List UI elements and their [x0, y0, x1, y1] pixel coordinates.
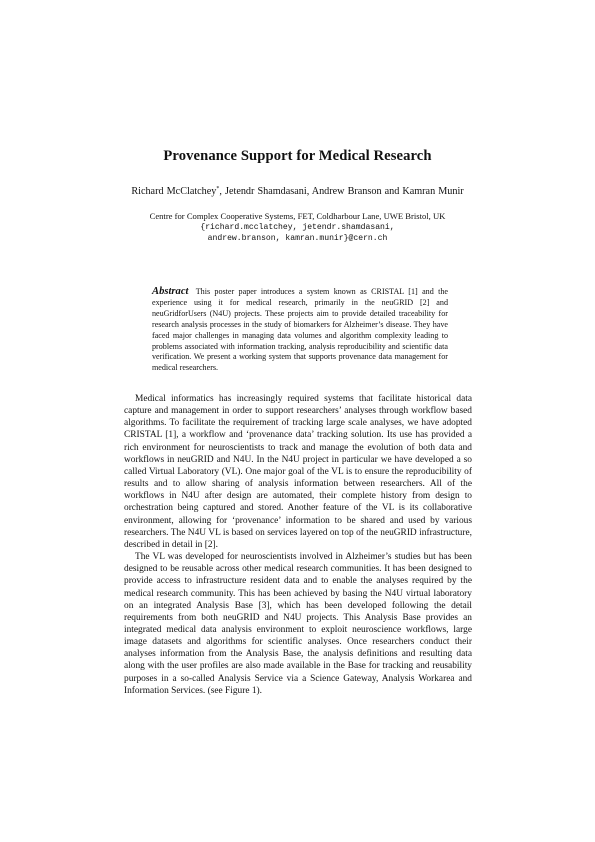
- author-list: [0, 186, 595, 197]
- email-line-2: andrew.branson, kamran.munir}@cern.ch: [207, 234, 388, 243]
- corresponding-author-mark: *: [216, 186, 220, 192]
- email-line-1: {richard.mcclatchey, jetendr.shamdasani,: [200, 223, 395, 232]
- author-rest: , Jetendr Shamdasani, Andrew Branson and Kamran Munir: [219, 186, 464, 197]
- abstract: [152, 287, 448, 374]
- affiliation: Centre for Complex Cooperative Systems, FET, Coldharbour Lane, UWE Bristol, UK: [149, 211, 446, 221]
- body-text: [124, 393, 472, 697]
- body-paragraph-1: Medical informatics has increasingly required systems that facilitate historical data capture and management in order to support researchers’ analyses through workflow based algorithms. To facilitate the requirement of tracking large scale analyses, we have adopted CRISTAL [1], a workflow and ‘provenance data’ tracking solution. Its use has provided a rich environment for neuroscientists to track and manage the evolution of both data and workflows in neuGRID and N4U. In the N4U project in particular we have developed a so called Virtual Laboratory (VL). One major goal of the VL is to ensure the reproducibility of results and to allow sharing of analysis information between researchers. All of the workflows in N4U after design are automated, their complete history from design to orchestration being captured and stored. Another feature of the VL is its collaborative environment, allowing for ‘provenance’ information to be shared and used by various researchers. The N4U VL is based on services layered on top of the neuGRID infrastructure, described in detail in [2].: [124, 394, 472, 550]
- body-paragraph-2: The VL was developed for neuroscientists involved in Alzheimer’s studies but has been designed to be reusable across other medical research communities. It has been designed to provide access to infrastructure resident data and to enable the analyses required by the medical research community. This has been achieved by basing the N4U virtual laboratory on an integrated Analysis Base [3], which has been developed following the detail requirements from both neuGRID and N4U projects. This Analysis Base provides an integrated medical data analysis environment to exploit neuroscience workflows, large image datasets and algorithms for scientific analyses. Once researchers conduct their analyses information from the Analysis Base, the analysis definitions and resulting data along with the user profiles are also made available in the Base for tracking and reusability purposes in a so-called Analysis Service via a Science Gateway, Analysis Workarea and Information Services. (see Figure 1).: [124, 552, 472, 696]
- author-first: Richard McClatchey: [131, 186, 217, 197]
- abstract-label: Abstract: [152, 286, 189, 297]
- abstract-text: This poster paper introduces a system known as CRISTAL [1] and the experience using it for medical research, primarily in the neuGRID [2] and neuGridforUsers (N4U) projects. These projects aim to provide detailed traceability for research analysis processes in the study of biomarkers for Alzheimer’s disease. They have faced major challenges in managing data volumes and algorithm complexity leading to problems associated with information tracking, analysis reproducibility and scientific data verification. We present a working system that supports provenance data management for medical researchers.: [152, 287, 448, 373]
- paper-title: Provenance Support for Medical Research: [163, 148, 432, 164]
